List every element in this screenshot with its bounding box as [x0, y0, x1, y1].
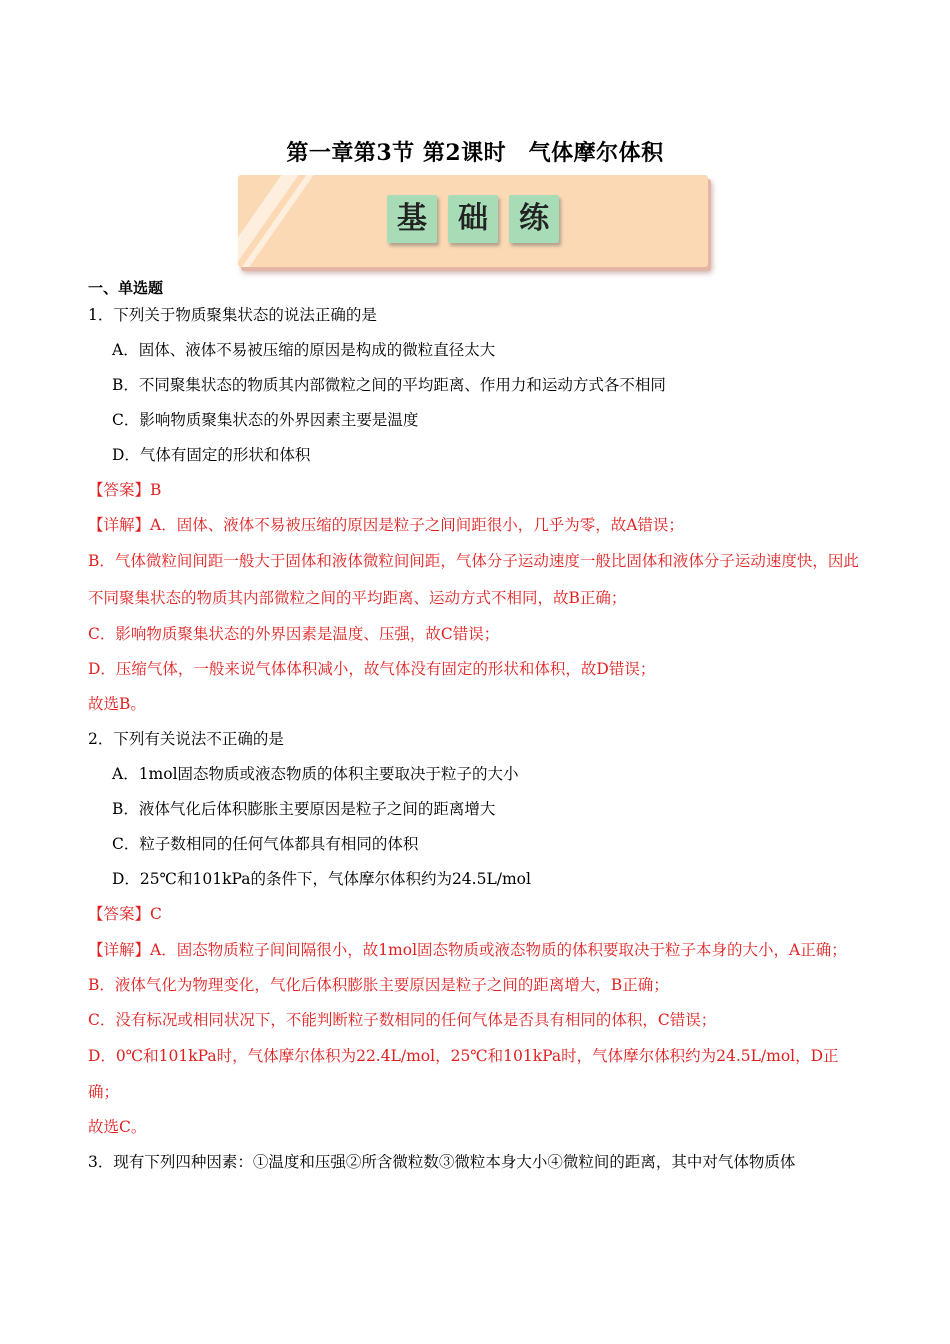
- question-stem: 1．下列关于物质聚集状态的说法正确的是: [88, 306, 377, 324]
- option-a: A．固体、液体不易被压缩的原因是构成的微粒直径太大: [112, 341, 496, 359]
- banner-tile-lian: 练: [509, 195, 559, 243]
- question-stem: 3．现有下列四种因素：①温度和压强②所含微粒数③微粒本身大小④微粒间的距离，其中对气体物质体: [88, 1153, 796, 1171]
- answer-label: 【答案】B: [88, 481, 162, 499]
- explanation-conclusion: 故选B。: [88, 695, 146, 713]
- option-b: B．不同聚集状态的物质其内部微粒之间的平均距离、作用力和运动方式各不相同: [112, 376, 666, 394]
- option-c: C．影响物质聚集状态的外界因素主要是温度: [112, 411, 419, 429]
- option-d: D．气体有固定的形状和体积: [112, 446, 311, 464]
- explanation-line: 【详解】A．固态物质粒子间间隔很小，故1mol固态物质或液态物质的体积要取决于粒子本身的大小，A正确；: [88, 941, 847, 959]
- option-b: B．液体气化后体积膨胀主要原因是粒子之间的距离增大: [112, 800, 496, 818]
- banner-tile-ji: 基: [387, 195, 437, 243]
- question-3: [88, 1145, 868, 1180]
- banner-tiles: [238, 195, 708, 243]
- section-heading: 一、单选题: [88, 279, 164, 297]
- page-title: 第一章第3节 第2课时 气体摩尔体积: [286, 140, 664, 166]
- explanation-line: B．气体微粒间间距一般大于固体和液体微粒间间距，气体分子运动速度一般比固体和液体分子运动速度快，因此不同聚集状态的物质其内部微粒之间的平均距离、运动方式不相同，故B正确；: [88, 552, 859, 607]
- section-banner: [238, 175, 708, 267]
- document-body: [88, 278, 868, 1180]
- question-stem: 2．下列有关说法不正确的是: [88, 730, 284, 748]
- explanation-line: D．压缩气体，一般来说气体体积减小，故气体没有固定的形状和体积，故D错误；: [88, 660, 656, 678]
- explanation-line: C．没有标况或相同状况下，不能判断粒子数相同的任何气体是否具有相同的体积，C错误；: [88, 1011, 717, 1029]
- explanation-line: 【详解】A．固体、液体不易被压缩的原因是粒子之间间距很小，几乎为零，故A错误；: [88, 516, 684, 534]
- explanation-line: D．0℃和101kPa时，气体摩尔体积为22.4L/mol，25℃和101kPa时，气体摩尔体积约为24.5L/mol，D正确；: [88, 1047, 839, 1101]
- explanation-line: B．液体气化为物理变化，气化后体积膨胀主要原因是粒子之间的距离增大，B正确；: [88, 976, 669, 994]
- explanation-conclusion: 故选C。: [88, 1118, 147, 1136]
- question-1: [88, 298, 868, 722]
- option-a: A．1mol固态物质或液态物质的体积主要取决于粒子的大小: [112, 765, 519, 783]
- option-c: C．粒子数相同的任何气体都具有相同的体积: [112, 835, 419, 853]
- banner-tile-chu: 础: [448, 195, 498, 243]
- question-2: [88, 722, 868, 1145]
- explanation-line: C．影响物质聚集状态的外界因素是温度、压强，故C错误；: [88, 625, 500, 643]
- answer-label: 【答案】C: [88, 905, 162, 923]
- option-d: D．25℃和101kPa的条件下，气体摩尔体积约为24.5L/mol: [112, 870, 531, 888]
